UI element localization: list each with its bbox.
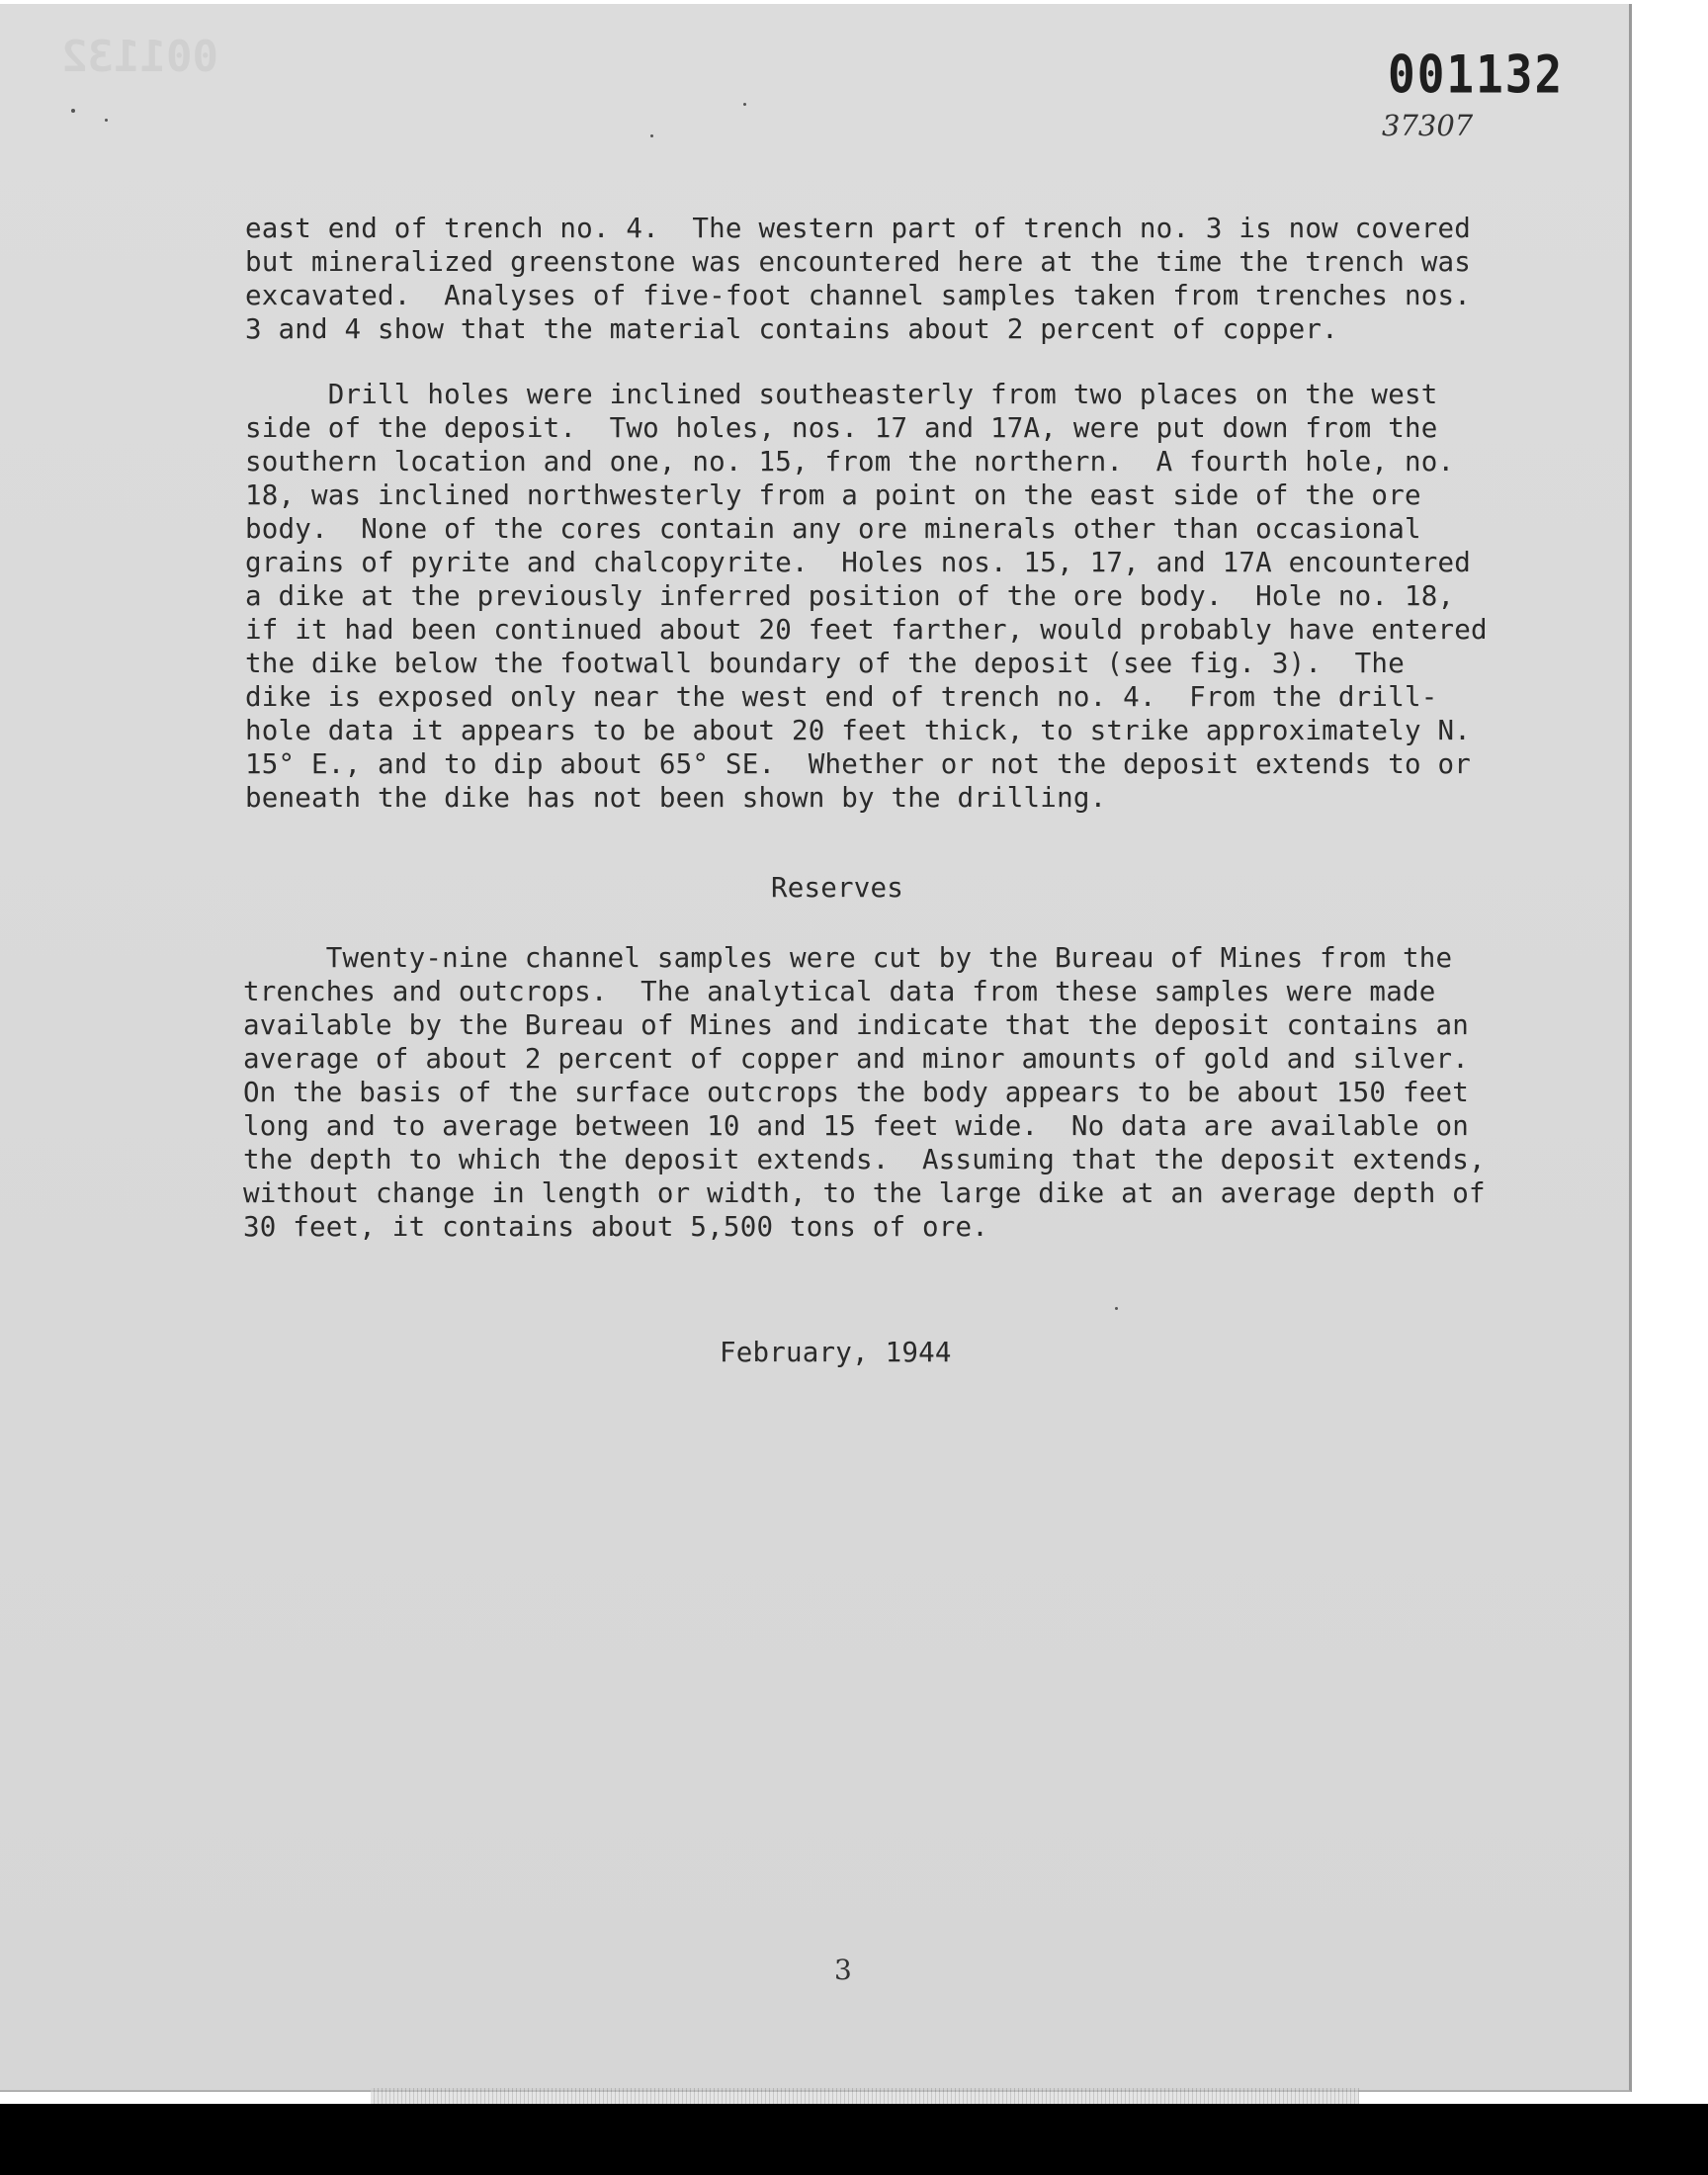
text-line: 15° E., and to dip about 65° SE. Whether or not the deposit extends to or (245, 748, 1471, 780)
text-line: trenches and outcrops. The analytical data from these samples were made (243, 976, 1436, 1007)
text-line: east end of trench no. 4. The western part of trench no. 3 is now covered (245, 213, 1471, 244)
text-line: 18, was inclined northwesterly from a point on the east side of the ore (245, 479, 1421, 511)
ghost-stamp-bleedthrough: 001132 (61, 32, 218, 82)
text-line: but mineralized greenstone was encountered here at the time the trench was (245, 246, 1471, 278)
text-line: hole data it appears to be about 20 feet thick, to strike approximately N. (245, 715, 1471, 746)
text-line: excavated. Analyses of five-foot channel samples taken from trenches nos. (245, 280, 1471, 311)
scanner-black-border (0, 2104, 1708, 2175)
text-line: available by the Bureau of Mines and indicate that the deposit contains an (243, 1009, 1469, 1041)
text-line: average of about 2 percent of copper and minor amounts of gold and silver. (243, 1043, 1469, 1075)
text-line: a dike at the previously inferred position of the ore body. Hole no. 18, (245, 580, 1455, 612)
text-line: long and to average between 10 and 15 feet wide. No data are available on (243, 1110, 1469, 1142)
paper-speck (1115, 1307, 1118, 1310)
page-number: 3 (834, 1954, 852, 1986)
document-stamp-number: 001132 (1388, 43, 1565, 106)
text-line: Twenty-nine channel samples were cut by the Bureau of Mines from the (243, 942, 1453, 974)
text-line: dike is exposed only near the west end of trench no. 4. From the drill- (245, 681, 1438, 713)
document-date: February, 1944 (720, 1337, 952, 1368)
handwritten-accession-number: 37307 (1382, 109, 1474, 142)
text-line: if it had been continued about 20 feet farther, would probably have entered (245, 614, 1488, 646)
text-line: 3 and 4 show that the material contains about 2 percent of copper. (245, 313, 1338, 345)
section-heading: Reserves (771, 872, 904, 904)
text-line: side of the deposit. Two holes, nos. 17 and 17A, were put down from the (245, 412, 1438, 444)
paper-speck (650, 134, 653, 137)
text-line: the depth to which the deposit extends. Assuming that the deposit extends, (243, 1144, 1486, 1175)
text-line: On the basis of the surface outcrops the body appears to be about 150 feet (243, 1077, 1469, 1108)
text-line: without change in length or width, to the large dike at an average depth of (243, 1177, 1486, 1209)
text-line: body. None of the cores contain any ore minerals other than occasional (245, 513, 1421, 545)
text-line: beneath the dike has not been shown by the drilling. (245, 782, 1107, 814)
scanner-edge-strip (371, 2088, 1359, 2104)
paper-speck (105, 119, 108, 122)
paper-speck (71, 109, 75, 113)
paper-sheet (0, 4, 1632, 2092)
text-line: the dike below the footwall boundary of the deposit (see fig. 3). The (245, 648, 1405, 679)
text-line: grains of pyrite and chalcopyrite. Holes nos. 15, 17, and 17A encountered (245, 547, 1471, 578)
text-line: southern location and one, no. 15, from the northern. A fourth hole, no. (245, 446, 1455, 478)
paper-speck (743, 103, 746, 106)
text-line: Drill holes were inclined southeasterly from two places on the west (245, 379, 1438, 410)
text-line: 30 feet, it contains about 5,500 tons of ore. (243, 1211, 989, 1243)
